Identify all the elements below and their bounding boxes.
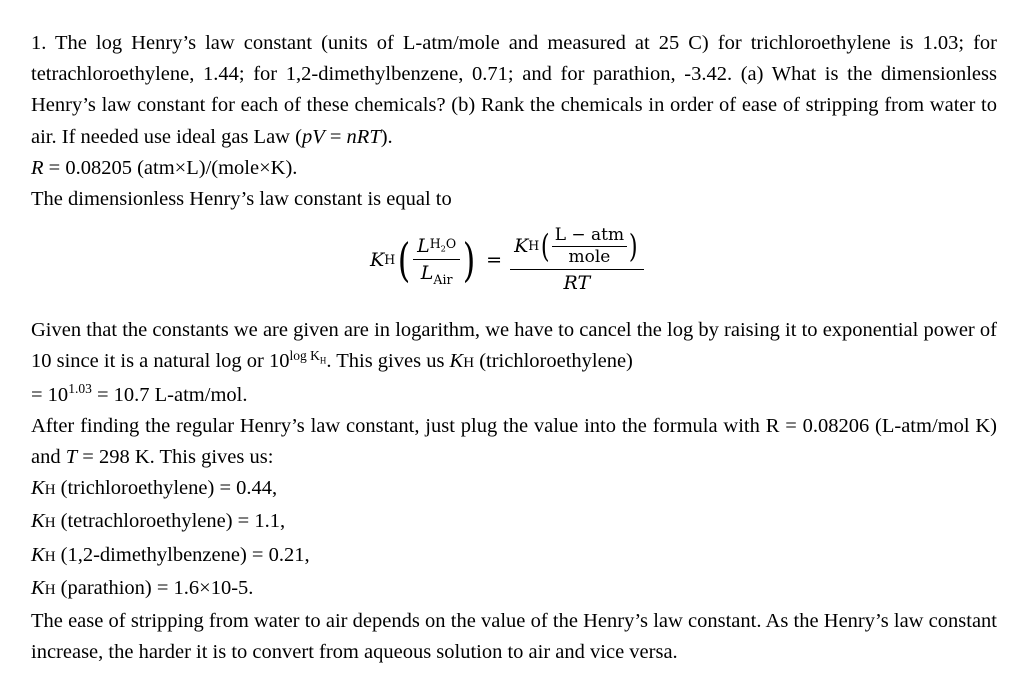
rhs-numerator: K H ( $\frac{\text{L − atm}}{\text{mole}}$ ) (510, 225, 644, 270)
eq-K: K (370, 248, 385, 271)
kh-H-2: H (44, 515, 56, 532)
log-exponent (289, 347, 327, 366)
after-paragraph (31, 411, 997, 473)
result-tetrachloroethylene (31, 506, 997, 539)
after-text-1: After finding the regular Henry’s law constant, just plug the value into the formula with R = 0.08206 (L-atm/mol K) and (31, 414, 997, 469)
kh-K-3: K (31, 543, 45, 566)
kh-value-4: (parathion) = 1.6×10-5. (55, 576, 254, 599)
kh-H-3: H (44, 548, 56, 565)
sub-H: H (429, 235, 441, 251)
after-T: T (65, 446, 78, 469)
gas-constant-line (31, 153, 997, 184)
L-water-sub (429, 235, 457, 254)
conclusion-paragraph: The ease of stripping from water to air depends on the value of the Henry’s law constant. As the Henry’s law constant increase, the harder it is to convert from aqueous solution to air and vice versa. (31, 610, 997, 664)
result-dimethylbenzene (31, 540, 997, 573)
kh-value-3: (1,2-dimethylbenzene) = 0.21, (55, 543, 310, 566)
given-H: H (463, 355, 475, 372)
kh-K-2: K (31, 510, 45, 533)
after-text-2: = 298 K. This gives us: (77, 446, 274, 469)
sub-O: O (445, 235, 457, 251)
log-exponent-sub: H (319, 355, 327, 366)
rhs-denominator: RT (563, 272, 591, 295)
L-water: L (417, 235, 430, 258)
right-paren: ) (462, 232, 476, 287)
var-V: V (312, 125, 325, 148)
ratio-fraction (413, 235, 460, 288)
given-text-3: (trichloroethylene) (474, 350, 633, 373)
L-air-sub: Air (433, 272, 453, 288)
equation-block (31, 215, 997, 315)
kh-K-1: K (31, 477, 45, 500)
result-line (31, 380, 997, 411)
kh-K-4: K (31, 576, 45, 599)
result-trichloroethylene (31, 473, 997, 506)
given-paragraph (31, 315, 997, 379)
L-air: L (420, 262, 434, 285)
var-R2: R (31, 156, 44, 179)
unit-numerator: L − atm (552, 225, 627, 247)
result-parathion (31, 573, 997, 606)
var-T: T (369, 125, 381, 148)
unit-left-paren: ( (541, 227, 550, 266)
left-paren: ( (397, 232, 411, 287)
log-exponent-text: log K (289, 347, 320, 363)
ratio-numerator (413, 235, 460, 260)
kh-value-1: (trichloroethylene) = 0.44, (55, 477, 278, 500)
problem-text: 1. The log Henry’s law constant (units of L-atm/mole and measured at 25 C) for trichloroethylene is 1.03; for tetrachloroethylene, 1.44; for 1,2-dimethylbenzene, 0.71; and for parathion, -3.42. (a) What is the dimensionless Henry’s law constant for each of these chemicals? (b) Rank the chemicals in order of ease of stripping from water to air. If needed use ideal gas Law ( (31, 32, 997, 148)
unit-right-paren: ) (629, 227, 638, 266)
gas-constant-value: = 0.08205 (atm×L)/(mole×K). (43, 156, 298, 179)
result-prefix: = 10 (31, 383, 69, 406)
given-text-1: Given that the constants we are given are in logarithm, we have to cancel the log by raising it to exponential power of 10 since it is a natural log or 10 (31, 319, 997, 373)
problem-statement (31, 28, 997, 153)
kh-H-1: H (44, 482, 56, 499)
document (31, 28, 997, 668)
henry-equation: K H ( L $H_2O$ $L_{Air}$ ) = K H ( $\frac{\text{L − atm}}{\text{mole}}$ ) RT (370, 225, 644, 294)
unit-denominator: mole (568, 247, 611, 268)
var-n: n (346, 125, 357, 148)
result-exponent: 1.03 (68, 380, 92, 396)
var-R: R (356, 125, 370, 148)
rhs-fraction (510, 225, 644, 294)
result-suffix: = 10.7 L-atm/mol. (91, 383, 248, 406)
eq-sign: = (324, 125, 347, 148)
dimensionless-intro: The dimensionless Henry’s law constant is equal to (31, 188, 452, 211)
kh-value-2: (tetrachloroethylene) = 1.1, (55, 510, 286, 533)
var-p: p (301, 125, 313, 148)
unit-fraction (552, 225, 627, 267)
ratio-denominator (417, 260, 457, 288)
given-K: K (449, 350, 464, 373)
rhs-K: K (514, 235, 529, 258)
given-text-2: . This gives us (326, 350, 450, 373)
sub-2: 2 (440, 243, 446, 254)
equals-sign: = (486, 248, 503, 271)
close-paren: ). (380, 125, 393, 148)
kh-H-4: H (44, 581, 56, 598)
